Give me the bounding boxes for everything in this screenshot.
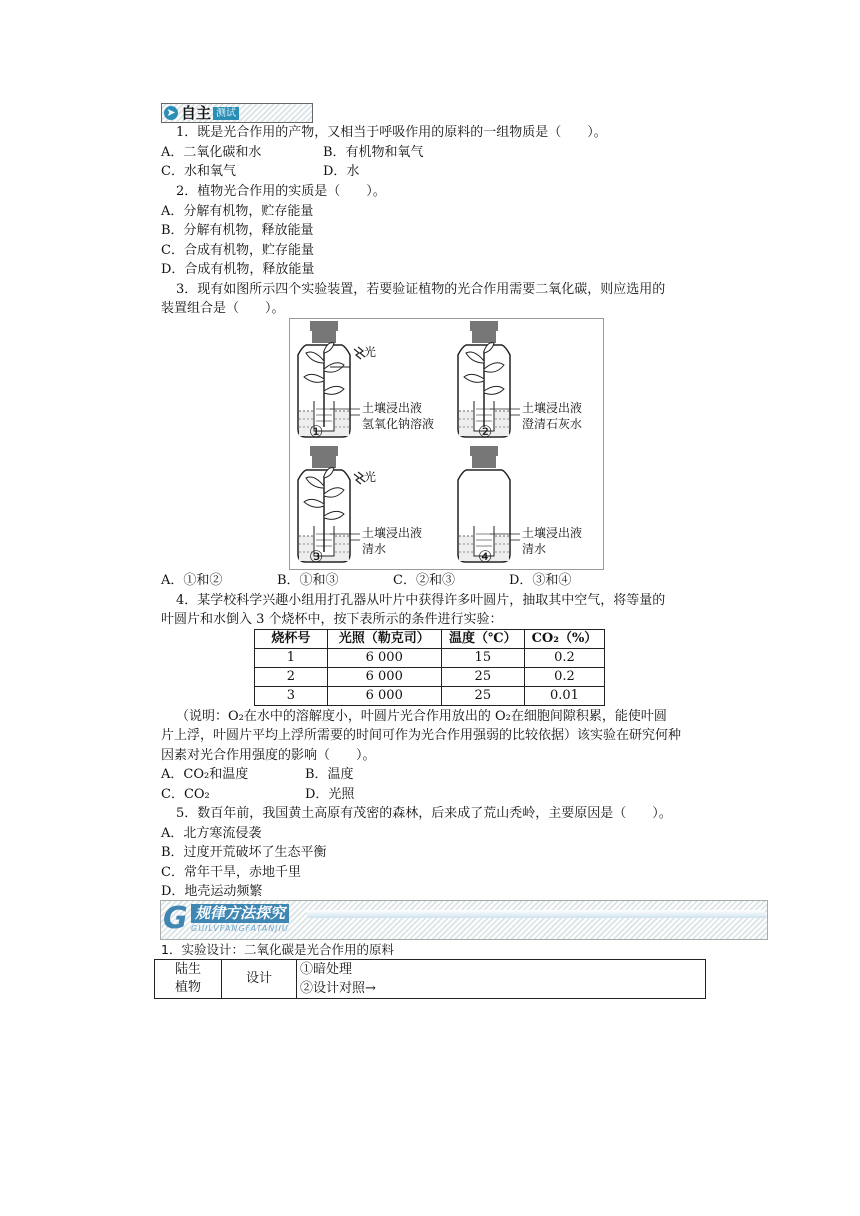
method-item-title: 1．实验设计：二氧化碳是光合作用的原料 — [161, 942, 394, 957]
table-cell: 2 — [255, 668, 328, 687]
apparatus-figure — [289, 318, 604, 570]
header-sub: 测试 — [213, 107, 239, 120]
table-row — [255, 687, 605, 706]
label-soil-3: 土壤浸出液 — [362, 526, 423, 540]
q5-option-c: C．常年干旱，赤地千里 — [161, 865, 301, 880]
label-soil-2: 土壤浸出液 — [522, 401, 583, 415]
q4-option-a: A．CO₂和温度 — [161, 767, 249, 782]
self-test-header — [161, 103, 313, 123]
design-step-1: ①暗处理 — [297, 960, 706, 980]
label-water-4: 清水 — [522, 542, 547, 556]
q4-stem-line2: 叶圆片和水倒入 3 个烧杯中，按下表所示的条件进行实验： — [161, 612, 503, 627]
g-logo-icon: G — [163, 901, 188, 936]
q3-option-a: A．①和② — [161, 573, 223, 588]
q4-note-line2: 片上浮，叶圆片平均上浮所需要的时间可作为光合作用强弱的比较依据）该实验在研究何种 — [161, 728, 682, 743]
q2-stem: 2．植物光合作用的实质是（ ）。 — [176, 184, 386, 199]
design-subject-cell — [155, 960, 222, 999]
table-cell: 25 — [441, 687, 524, 706]
label-naoh: 氢氧化钠溶液 — [362, 417, 435, 431]
apparatus-number-1: ① — [309, 422, 324, 441]
label-soil-4: 土壤浸出液 — [522, 526, 583, 540]
q4-note-line3: 因素对光合作用强度的影响（ ）。 — [161, 748, 376, 763]
table-cell: 25 — [441, 668, 524, 687]
q4-note-line1: （说明：O₂在水中的溶解度小，叶圆片光合作用放出的 O₂在细胞间隙积累，能使叶圆 — [176, 709, 667, 724]
table-cell: 3 — [255, 687, 328, 706]
header-cell: 温度（℃） — [441, 630, 524, 649]
design-subject-line1: 陆生 — [174, 962, 201, 977]
banner-decor-bar — [307, 910, 765, 918]
table-row — [255, 668, 605, 687]
design-subject-line2: 植物 — [174, 980, 201, 995]
q2-option-c: C．合成有机物，贮存能量 — [161, 243, 314, 258]
table-cell: 6 000 — [327, 649, 441, 668]
q1-option-a: A．二氧化碳和水 — [161, 145, 262, 160]
q5-stem: 5．数百年前，我国黄土高原有茂密的森林，后来成了荒山秃岭，主要原因是（ ）。 — [176, 806, 672, 821]
q5-option-d: D．地壳运动频繁 — [161, 884, 263, 899]
apparatus-number-4: ④ — [478, 547, 493, 566]
table-cell: 1 — [255, 649, 328, 668]
q3-option-d: D．③和④ — [509, 573, 572, 588]
label-soil-1: 土壤浸出液 — [362, 401, 423, 415]
table-cell: 0.2 — [524, 649, 604, 668]
q3-option-b: B．①和③ — [277, 573, 339, 588]
header-main: 自主 — [181, 104, 212, 122]
header-cell: 烧杯号 — [255, 630, 328, 649]
q1-option-d: D．水 — [323, 164, 360, 179]
q2-option-a: A．分解有机物，贮存能量 — [161, 204, 314, 219]
table-cell: 15 — [441, 649, 524, 668]
apparatus-number-2: ② — [478, 422, 493, 441]
q4-option-c: C．CO₂ — [161, 787, 210, 802]
label-light-1: 光 — [364, 345, 377, 359]
table-cell: 6 000 — [327, 687, 441, 706]
header-cell: CO₂（%） — [524, 630, 604, 649]
q4-option-d: D．光照 — [305, 787, 355, 802]
table-cell: 0.01 — [524, 687, 604, 706]
method-section-banner — [160, 900, 768, 940]
q2-option-b: B．分解有机物，释放能量 — [161, 223, 314, 238]
table-row — [255, 649, 605, 668]
q5-option-b: B．过度开荒破坏了生态平衡 — [161, 845, 327, 860]
label-water-3: 清水 — [362, 542, 387, 556]
q3-stem-line1: 3．现有如图所示四个实验装置，若要验证植物的光合作用需要二氧化碳，则应选用的 — [176, 282, 666, 297]
table-header-row — [255, 630, 605, 649]
q3-stem-line2: 装置组合是（ ）。 — [161, 301, 285, 316]
design-table — [154, 959, 706, 999]
experiment-table — [254, 629, 605, 706]
design-label-cell: 设计 — [222, 960, 297, 999]
design-step-2: ②设计对照→ — [297, 979, 706, 999]
table-cell: 0.2 — [524, 668, 604, 687]
q1-option-b: B．有机物和氧气 — [323, 145, 424, 160]
method-section-subtitle: GUILVFANGFATANJIU — [191, 924, 289, 933]
method-section-title: 规律方法探究 — [191, 904, 289, 923]
apparatus-number-3: ③ — [309, 547, 324, 566]
q4-stem-line1: 4．某学校科学兴趣小组用打孔器从叶片中获得许多叶圆片，抽取其中空气，将等量的 — [176, 593, 666, 608]
label-light-3: 光 — [364, 470, 377, 484]
q4-option-b: B．温度 — [305, 767, 354, 782]
arrow-icon: ➤ — [164, 106, 178, 120]
q5-option-a: A．北方寒流侵袭 — [161, 826, 262, 841]
table-cell: 6 000 — [327, 668, 441, 687]
q2-option-d: D．合成有机物，释放能量 — [161, 262, 315, 277]
header-cell: 光照（勒克司） — [327, 630, 441, 649]
q3-option-c: C．②和③ — [393, 573, 455, 588]
q1-option-c: C．水和氧气 — [161, 164, 236, 179]
q1-stem: 1．既是光合作用的产物，又相当于呼吸作用的原料的一组物质是（ ）。 — [176, 125, 607, 140]
label-limewater: 澄清石灰水 — [522, 417, 583, 431]
